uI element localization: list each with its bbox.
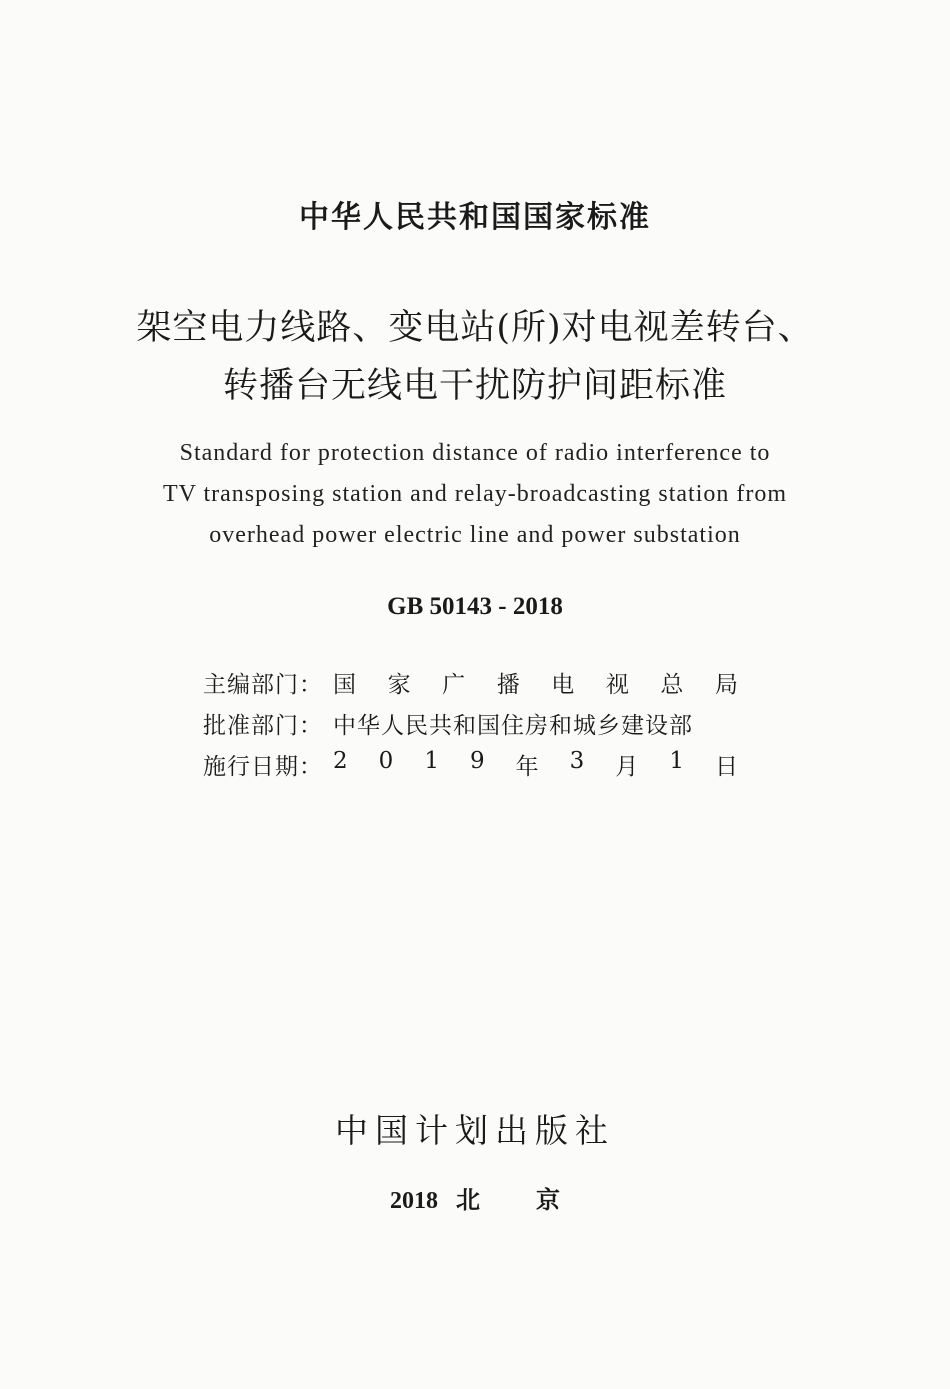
publisher-name: 中国计划出版社 xyxy=(335,1111,615,1150)
publication-city-char: 北 xyxy=(456,1188,480,1214)
editor-char: 国 xyxy=(333,672,356,698)
editor-label: 主编部门： xyxy=(203,672,323,698)
effective-char: 0 xyxy=(378,748,394,774)
editor-char: 播 xyxy=(496,672,520,698)
effective-char: 9 xyxy=(469,748,485,774)
editor-char: 总 xyxy=(660,672,684,698)
effective-row xyxy=(203,744,763,785)
publication-city-char: 京 xyxy=(536,1188,560,1214)
effective-value xyxy=(333,748,738,781)
editor-char: 家 xyxy=(387,672,411,698)
editor-char: 广 xyxy=(442,672,466,698)
title-cn-line-2: 转播台无线电干扰防护间距标准 xyxy=(222,366,727,406)
effective-char: 月 xyxy=(615,754,639,780)
effective-char: 3 xyxy=(569,748,585,774)
publication-place xyxy=(0,1180,950,1215)
standard-category: 中华人民共和国国家标准 xyxy=(299,200,651,235)
editor-char: 局 xyxy=(714,672,738,698)
effective-char: 1 xyxy=(669,748,684,774)
publication-year: 2018 xyxy=(390,1188,438,1214)
approver-label: 批准部门： xyxy=(203,713,323,739)
effective-char: 1 xyxy=(424,748,439,774)
editor-char: 电 xyxy=(551,672,575,698)
editor-row xyxy=(203,662,763,703)
title-en-line-2: TV transposing station and relay-broadcasting station from xyxy=(162,481,788,507)
effective-char: 日 xyxy=(714,754,738,780)
effective-char: 年 xyxy=(515,754,539,780)
editor-char: 视 xyxy=(605,672,629,698)
approver-row xyxy=(203,703,763,744)
approver-value: 中华人民共和国住房和城乡建设部 xyxy=(333,713,693,739)
standard-number: GB 50143 - 2018 xyxy=(387,593,563,620)
title-en-line-3: overhead power electric line and power substation xyxy=(209,522,741,548)
effective-label: 施行日期： xyxy=(203,754,323,780)
title-cn-line-1: 架空电力线路、变电站(所)对电视差转台、 xyxy=(136,308,814,348)
title-en-line-1: Standard for protection distance of radio interference to xyxy=(179,440,771,466)
effective-char: 2 xyxy=(333,748,348,774)
info-block xyxy=(203,662,763,785)
editor-value xyxy=(333,666,738,699)
